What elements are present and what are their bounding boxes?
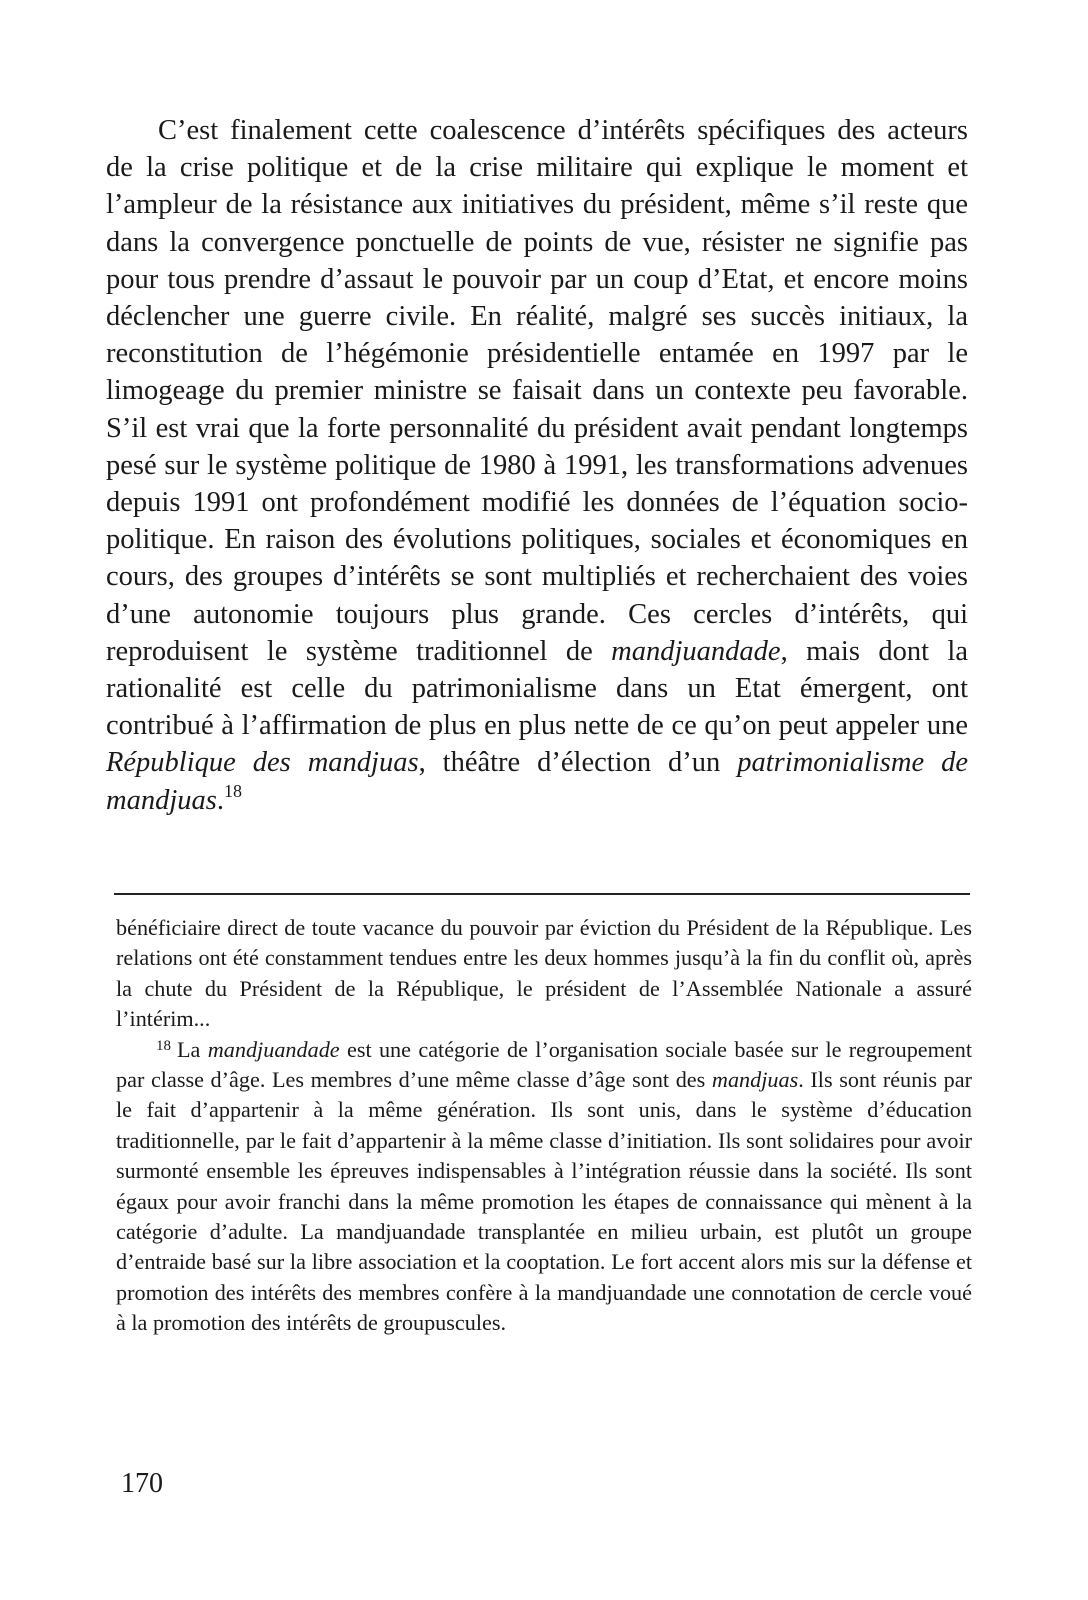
footnote-continuation: bénéficiaire direct de toute vacance du pouvoir par éviction du Président de la République. Les relations ont été constamment tendues entre les deux hommes jusqu’à la fin du conflit où, après la chute du Président de la République, le président de l’Assemblée Nationale a assuré l’intérim... <box>116 915 972 1032</box>
page-number: 170 <box>121 1468 163 1499</box>
main-text-run: , mais dont la rationalité est celle du patrimonialisme dans un Etat émergent, ont contribué à l’affirmation de plus en plus nette de ce qu’on peut appeler une <box>106 635 968 742</box>
footnotes-block <box>116 913 972 1339</box>
main-text-block <box>106 112 968 819</box>
italic-term: patrimonialisme de mandjuas <box>106 747 968 816</box>
italic-term: République des mandjuas <box>106 747 419 779</box>
italic-term: mandjuandade <box>207 1036 340 1062</box>
footnote-text-run: La <box>177 1036 208 1062</box>
footnote-reference: 18 <box>223 780 242 801</box>
footnote-text-run: est une catégorie de l’organisation sociale basée sur le regroupement par classe d’âge. Les membres d’une même classe d’âge sont des <box>116 1036 973 1093</box>
main-text-run: C’est finalement cette coalescence d’intérêts spécifiques des acteurs de la crise politique et de la crise militaire qui explique le moment et l’ampleur de la résistance aux initiatives du président, même s’il reste que dans la convergence ponctuelle de points de vue, résister ne signifie pas pour tous prendre d’assaut le pouvoir par un coup d’Etat, et encore moins déclencher une guerre civile. En réalité, malgré ses succès initiaux, la reconstitution de l’hégémonie présidentielle entamée en 1997 par le limogeage du premier ministre se faisait dans un contexte peu favorable. S’il est vrai que la forte personnalité du président avait pendant longtemps pesé sur le système politique de 1980 à 1991, les transformations advenues depuis 1991 ont profondément modifié les données de l’équation socio-politique. En raison des évolutions politiques, sociales et économiques en cours, des groupes d’intérêts se sont multipliés et recherchaient des voies d’une autonomie toujours plus grande. Ces cercles d’intérêts, qui reproduisent le système traditionnel de <box>106 115 968 667</box>
italic-term: mandjuandade <box>611 635 781 667</box>
footnote-separator <box>114 893 970 895</box>
main-paragraph <box>106 112 968 819</box>
main-text-run: . <box>216 784 224 816</box>
footnote-number: 18 <box>156 1037 171 1054</box>
italic-term: mandjuas <box>711 1067 799 1093</box>
footnote-text-run: . Ils sont réunis par le fait d’appartenir à la même génération. Ils sont unis, dans le système d’éducation traditionnelle, par le fait d’appartenir à la même classe d’initiation. Ils sont solidaires pour avoir surmonté ensemble les épreuves indispensables à l’intégration réussie dans la société. Ils sont égaux pour avoir franchi dans la même promotion les étapes de connaissance qui mènent à la catégorie d’adulte. La mandjuandade transplantée en milieu urbain, est plutôt un groupe d’entraide basé sur la libre association et la cooptation. Le fort accent alors mis sur la défense et promotion des intérêts des membres confère à la mandjuandade une connotation de cercle voué à la promotion des intérêts de groupuscules. <box>116 1067 972 1336</box>
main-text-run: , théâtre d’élection d’un <box>418 747 738 779</box>
footnote-18 <box>116 1035 972 1339</box>
